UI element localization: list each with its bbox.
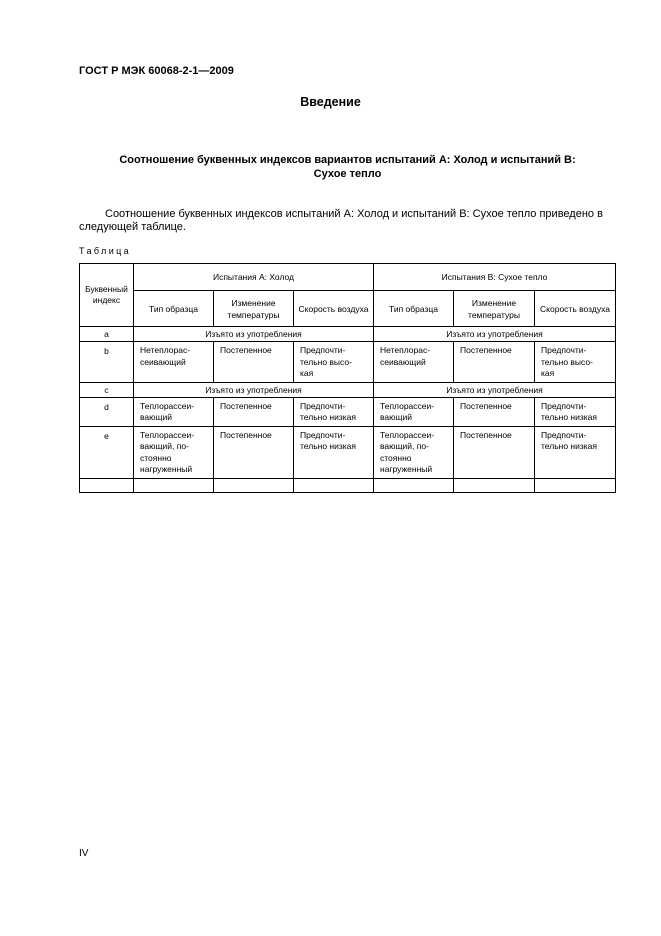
temperature-change-cell: Постепенное	[454, 397, 535, 426]
empty-cell	[80, 478, 134, 492]
column-group-cold: Испытания А: Холод	[134, 264, 374, 291]
empty-cell	[374, 478, 454, 492]
column-header-air-speed-a: Скорость воздуха	[294, 291, 374, 327]
index-cell: e	[80, 426, 134, 478]
empty-cell	[294, 478, 374, 492]
table-caption: Таблица	[79, 246, 132, 256]
specimen-type-cell: Нетеплорас- сеивающий	[374, 342, 454, 383]
empty-cell	[535, 478, 616, 492]
table-row	[80, 426, 616, 478]
withdrawn-cell: Изъято из употребления	[374, 382, 616, 397]
standard-header: ГОСТ Р МЭК 60068-2-1—2009	[79, 65, 234, 77]
withdrawn-cell: Изъято из употребления	[374, 327, 616, 342]
temperature-change-cell: Постепенное	[214, 426, 294, 478]
table-row	[80, 382, 616, 397]
air-speed-cell: Предпочти- тельно низкая	[294, 397, 374, 426]
withdrawn-cell: Изъято из употребления	[134, 327, 374, 342]
specimen-type-cell: Теплорассеи- вающий, по- стоянно нагруженный	[134, 426, 214, 478]
temperature-change-cell: Постепенное	[214, 342, 294, 383]
air-speed-cell: Предпочти- тельно низкая	[535, 426, 616, 478]
empty-cell	[454, 478, 535, 492]
specimen-type-cell: Теплорассеи- вающий	[134, 397, 214, 426]
table-row	[80, 342, 616, 383]
section-subtitle	[100, 153, 595, 181]
column-header-temperature-change-a: Изменение температуры	[214, 291, 294, 327]
air-speed-cell: Предпочти- тельно высо- кая	[535, 342, 616, 383]
air-speed-cell: Предпочти- тельно низкая	[535, 397, 616, 426]
column-header-air-speed-b: Скорость воздуха	[535, 291, 616, 327]
specimen-type-cell: Нетеплорас- сеивающий	[134, 342, 214, 383]
column-header-temperature-change-b: Изменение температуры	[454, 291, 535, 327]
temperature-change-cell: Постепенное	[214, 397, 294, 426]
intro-paragraph: Соотношение буквенных индексов испытаний А: Холод и испытаний В: Сухое тепло приведено в следующей таблице.	[79, 208, 603, 233]
index-cell: a	[80, 327, 134, 342]
air-speed-cell: Предпочти- тельно высо- кая	[294, 342, 374, 383]
air-speed-cell: Предпочти- тельно низкая	[294, 426, 374, 478]
column-header-index: Буквенный индекс	[80, 264, 134, 327]
page-title: Введение	[300, 95, 361, 109]
empty-cell	[134, 478, 214, 492]
empty-cell	[214, 478, 294, 492]
temperature-change-cell: Постепенное	[454, 342, 535, 383]
column-header-specimen-type-a: Тип образца	[134, 291, 214, 327]
table-row	[80, 397, 616, 426]
page-number: IV	[79, 848, 89, 859]
temperature-change-cell: Постепенное	[454, 426, 535, 478]
specimen-type-cell: Теплорассеи- вающий	[374, 397, 454, 426]
specimen-type-cell: Теплорассеи- вающий, по- стоянно нагруженный	[374, 426, 454, 478]
column-group-dry-heat: Испытания В: Сухое тепло	[374, 264, 616, 291]
subtitle-line-2: Сухое тепло	[313, 168, 382, 180]
table-row	[80, 327, 616, 342]
test-index-table	[79, 263, 616, 493]
subtitle-line-1: Соотношение буквенных индексов вариантов испытаний А: Холод и испытаний В:	[119, 154, 576, 166]
column-header-specimen-type-b: Тип образца	[374, 291, 454, 327]
withdrawn-cell: Изъято из употребления	[134, 382, 374, 397]
index-cell: c	[80, 382, 134, 397]
table-row-empty	[80, 478, 616, 492]
index-cell: b	[80, 342, 134, 383]
index-cell: d	[80, 397, 134, 426]
